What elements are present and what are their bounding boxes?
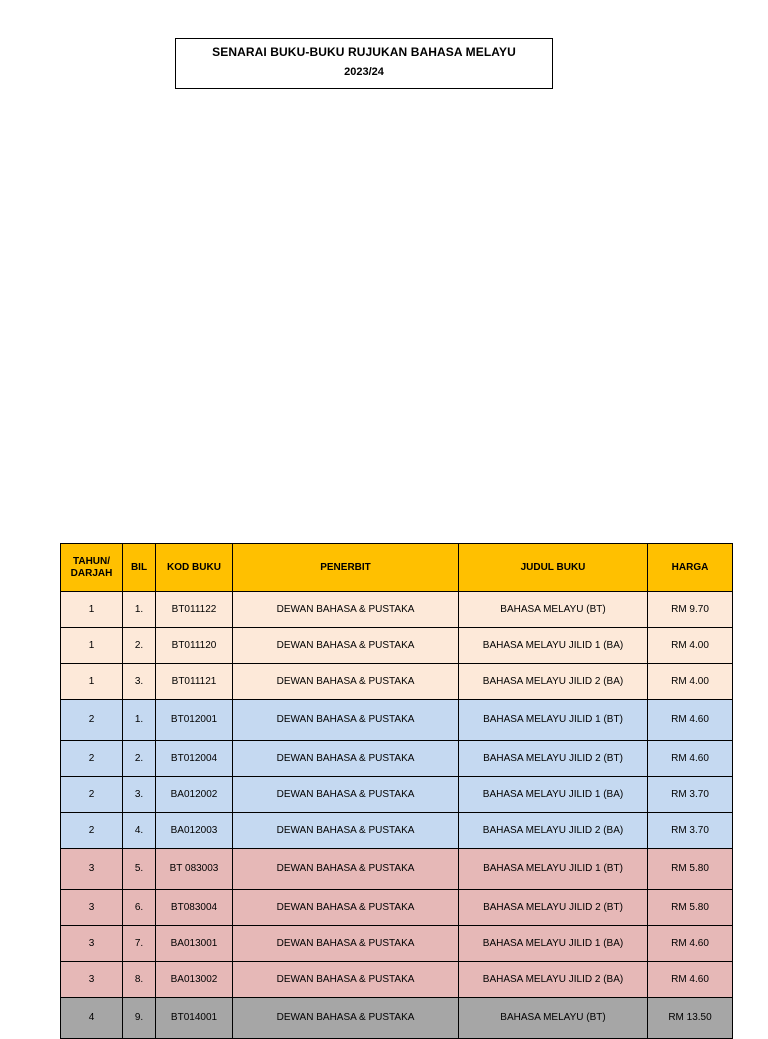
book-list-table	[60, 543, 733, 1039]
table-row	[61, 741, 733, 777]
table-row	[61, 700, 733, 741]
cell-harga: RM 13.50	[648, 998, 733, 1039]
cell-penerbit: DEWAN BAHASA & PUSTAKA	[233, 926, 459, 962]
cell-penerbit: DEWAN BAHASA & PUSTAKA	[233, 700, 459, 741]
cell-harga: RM 4.00	[648, 664, 733, 700]
cell-tahun: 3	[61, 926, 123, 962]
cell-harga: RM 4.00	[648, 628, 733, 664]
cell-kod-buku: BA013002	[156, 962, 233, 998]
cell-bil: 9.	[123, 998, 156, 1039]
cell-judul-buku: BAHASA MELAYU JILID 1 (BT)	[459, 700, 648, 741]
cell-tahun: 3	[61, 890, 123, 926]
cell-bil: 2.	[123, 628, 156, 664]
cell-tahun: 2	[61, 777, 123, 813]
table-row	[61, 777, 733, 813]
table-row	[61, 664, 733, 700]
cell-harga: RM 3.70	[648, 777, 733, 813]
cell-bil: 6.	[123, 890, 156, 926]
header-kod-buku: KOD BUKU	[156, 544, 233, 592]
table-row	[61, 998, 733, 1039]
cell-bil: 1.	[123, 700, 156, 741]
cell-penerbit: DEWAN BAHASA & PUSTAKA	[233, 962, 459, 998]
table-row	[61, 813, 733, 849]
cell-judul-buku: BAHASA MELAYU (BT)	[459, 998, 648, 1039]
cell-judul-buku: BAHASA MELAYU JILID 2 (BT)	[459, 741, 648, 777]
header-tahun-line1: TAHUN/	[72, 555, 111, 567]
table-row	[61, 926, 733, 962]
cell-penerbit: DEWAN BAHASA & PUSTAKA	[233, 741, 459, 777]
header-bil: BIL	[123, 544, 156, 592]
cell-bil: 8.	[123, 962, 156, 998]
table-row	[61, 592, 733, 628]
cell-judul-buku: BAHASA MELAYU JILID 2 (BT)	[459, 890, 648, 926]
cell-penerbit: DEWAN BAHASA & PUSTAKA	[233, 890, 459, 926]
cell-harga: RM 5.80	[648, 849, 733, 890]
cell-bil: 2.	[123, 741, 156, 777]
cell-bil: 3.	[123, 777, 156, 813]
table-row	[61, 849, 733, 890]
cell-penerbit: DEWAN BAHASA & PUSTAKA	[233, 998, 459, 1039]
header-penerbit: PENERBIT	[233, 544, 459, 592]
cell-bil: 7.	[123, 926, 156, 962]
cell-judul-buku: BAHASA MELAYU (BT)	[459, 592, 648, 628]
table-row	[61, 628, 733, 664]
cell-tahun: 1	[61, 664, 123, 700]
cell-tahun: 3	[61, 849, 123, 890]
cell-judul-buku: BAHASA MELAYU JILID 2 (BA)	[459, 664, 648, 700]
cell-kod-buku: BT 083003	[156, 849, 233, 890]
cell-penerbit: DEWAN BAHASA & PUSTAKA	[233, 813, 459, 849]
cell-kod-buku: BA012002	[156, 777, 233, 813]
header-tahun	[61, 544, 123, 592]
cell-kod-buku: BT012001	[156, 700, 233, 741]
cell-judul-buku: BAHASA MELAYU JILID 1 (BT)	[459, 849, 648, 890]
cell-kod-buku: BT011122	[156, 592, 233, 628]
header-judul-buku: JUDUL BUKU	[459, 544, 648, 592]
cell-kod-buku: BT011120	[156, 628, 233, 664]
cell-penerbit: DEWAN BAHASA & PUSTAKA	[233, 628, 459, 664]
cell-judul-buku: BAHASA MELAYU JILID 2 (BA)	[459, 813, 648, 849]
cell-tahun: 2	[61, 700, 123, 741]
document-title-box	[175, 38, 553, 89]
cell-tahun: 4	[61, 998, 123, 1039]
cell-kod-buku: BA013001	[156, 926, 233, 962]
cell-tahun: 1	[61, 628, 123, 664]
cell-penerbit: DEWAN BAHASA & PUSTAKA	[233, 592, 459, 628]
cell-harga: RM 9.70	[648, 592, 733, 628]
table-row	[61, 890, 733, 926]
document-year: 2023/24	[344, 66, 384, 78]
cell-bil: 5.	[123, 849, 156, 890]
cell-tahun: 2	[61, 813, 123, 849]
header-harga: HARGA	[648, 544, 733, 592]
cell-penerbit: DEWAN BAHASA & PUSTAKA	[233, 664, 459, 700]
cell-harga: RM 3.70	[648, 813, 733, 849]
cell-harga: RM 4.60	[648, 962, 733, 998]
cell-judul-buku: BAHASA MELAYU JILID 1 (BA)	[459, 777, 648, 813]
cell-bil: 3.	[123, 664, 156, 700]
cell-penerbit: DEWAN BAHASA & PUSTAKA	[233, 777, 459, 813]
cell-judul-buku: BAHASA MELAYU JILID 1 (BA)	[459, 628, 648, 664]
cell-penerbit: DEWAN BAHASA & PUSTAKA	[233, 849, 459, 890]
cell-harga: RM 4.60	[648, 926, 733, 962]
cell-bil: 1.	[123, 592, 156, 628]
cell-tahun: 2	[61, 741, 123, 777]
cell-bil: 4.	[123, 813, 156, 849]
table-header-row	[61, 544, 733, 592]
cell-kod-buku: BT083004	[156, 890, 233, 926]
cell-harga: RM 4.60	[648, 741, 733, 777]
cell-kod-buku: BT011121	[156, 664, 233, 700]
cell-kod-buku: BT014001	[156, 998, 233, 1039]
cell-kod-buku: BA012003	[156, 813, 233, 849]
document-title: SENARAI BUKU-BUKU RUJUKAN BAHASA MELAYU	[212, 45, 516, 59]
cell-judul-buku: BAHASA MELAYU JILID 1 (BA)	[459, 926, 648, 962]
cell-judul-buku: BAHASA MELAYU JILID 2 (BA)	[459, 962, 648, 998]
cell-tahun: 1	[61, 592, 123, 628]
header-tahun-line2: DARJAH	[70, 567, 113, 579]
cell-tahun: 3	[61, 962, 123, 998]
cell-harga: RM 4.60	[648, 700, 733, 741]
table-row	[61, 962, 733, 998]
cell-kod-buku: BT012004	[156, 741, 233, 777]
cell-harga: RM 5.80	[648, 890, 733, 926]
